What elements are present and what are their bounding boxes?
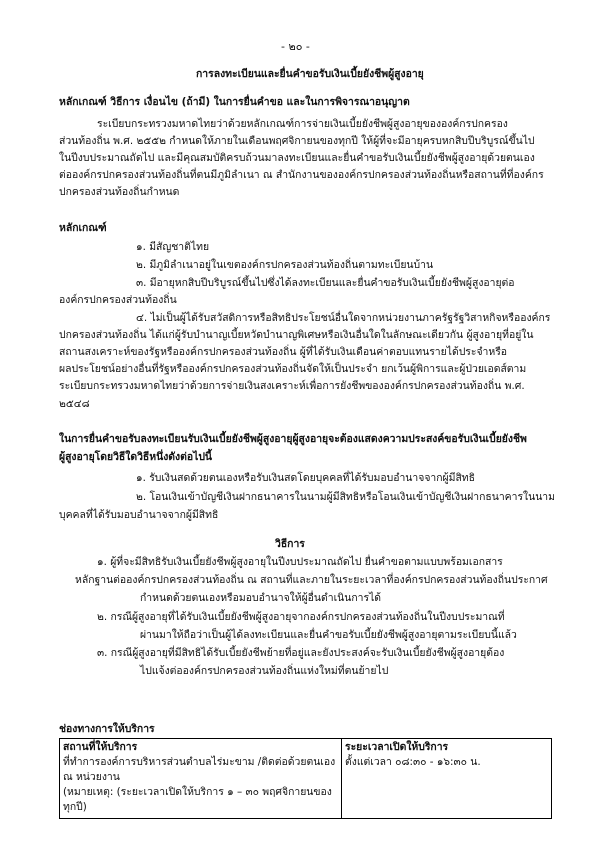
method-item: ๓. กรณีผู้สูงอายุที่มีสิทธิได้รับเบี้ยยังชีพย้ายที่อยู่และยังประสงค์จะรับเงินเบี้ยยังชีพผู้สูงอายุต้อง: [97, 647, 505, 659]
place-line: ณ หน่วยงาน: [63, 771, 120, 783]
intent-option: ๒. โอนเงินเข้าบัญชีเงินฝากธนาคารในนามผู้มีสิทธิหรือโอนเงินเข้าบัญชีเงินฝากธนาคารในนาม: [136, 491, 555, 503]
method-item: กำหนดด้วยตนเองหรือมอบอำนาจให้ผู้อื่นดำเนินการได้: [140, 592, 382, 604]
intent-heading: ผู้สูงอายุโดยวิธีใดวิธีหนึ่งดังต่อไปนี้: [59, 451, 213, 463]
method-item: ผ่านมาให้ถือว่าเป็นผู้ได้ลงทะเบียนและยื่นคำขอรับเบี้ยยังชีพผู้สูงอายุตามระเบียบนี้แล้ว: [140, 629, 517, 641]
method-item: ไปแจ้งต่อองค์กรปกครองส่วนท้องถิ่นแห่งใหม่ที่ตนย้ายไป: [140, 665, 389, 677]
criteria-item: ระเบียบกระทรวงมหาดไทยว่าด้วยการจ่ายเงินสงเคราะห์เพื่อการยังชีพขององค์กรปกครองส่วนท้องถิ่น พ.ศ.: [59, 380, 525, 392]
intent-option: บุคคลที่ได้รับมอบอำนาจจากผู้มีสิทธิ: [59, 509, 219, 521]
channel-heading: ช่องทางการให้บริการ: [59, 723, 155, 735]
time-header: ระยะเวลาเปิดให้บริการ: [345, 741, 449, 753]
place-line: (หมายเหตุ: (ระยะเวลาเปิดให้บริการ ๑ – ๓๐ พฤศจิกายนของ: [63, 786, 332, 798]
criteria-item: ๓. มีอายุหกสิบปีบริบูรณ์ขึ้นไปซึ่งได้ลงทะเบียนและยื่นคำขอรับเงินเบี้ยยังชีพผู้สูงอายุต่อ: [136, 277, 515, 289]
table-row: [60, 739, 552, 819]
criteria-heading: หลักเกณฑ์ วิธีการ เงื่อนไข (ถ้ามี) ในการยื่นคำขอ และในการพิจารณาอนุญาต: [59, 96, 410, 108]
method-item: หลักฐานต่อองค์กรปกครองส่วนท้องถิ่น ณ สถานที่และภายในระยะเวลาที่องค์กรปกครองส่วนท้องถิ่นประกาศ: [75, 574, 548, 586]
place-header: สถานที่ให้บริการ: [63, 741, 138, 753]
criteria-item: ๒๕๔๘: [59, 398, 90, 410]
intent-option: ๑. รับเงินสดด้วยตนเองหรือรับเงินสดโดยบุคคลที่ได้รับมอบอำนาจจากผู้มีสิทธิ: [136, 472, 475, 484]
place-cell: [60, 739, 342, 819]
criteria-item: ๒. มีภูมิลำเนาอยู่ในเขตองค์กรปกครองส่วนท้องถิ่นตามทะเบียนบ้าน: [136, 259, 434, 271]
method-item: ๑. ผู้ที่จะมีสิทธิรับเงินเบี้ยยังชีพผู้สูงอายุในปีงบประมาณถัดไป ยื่นคำขอตามแบบพร้อมเอกสาร: [97, 556, 503, 568]
intro-line: ส่วนท้องถิ่น พ.ศ. ๒๕๕๒ กำหนดให้ภายในเดือนพฤศจิกายนของทุกปี ให้ผู้ที่จะมีอายุครบหกสิบปีบริบูรณ์ขึ้นไป: [59, 135, 535, 147]
criteria-label: หลักเกณฑ์: [59, 222, 107, 234]
criteria-item: องค์กรปกครองส่วนท้องถิ่น: [59, 294, 177, 306]
criteria-item: ๑. มีสัญชาติไทย: [136, 241, 210, 253]
criteria-item: ผลประโยชน์อย่างอื่นที่รัฐหรือองค์กรปกครองส่วนท้องถิ่นจัดให้เป็นประจำ ยกเว้นผู้พิการและผู้ป่วยเอดส์ตาม: [59, 363, 527, 375]
method-item: ๒. กรณีผู้สูงอายุที่ได้รับเงินเบี้ยยังชีพผู้สูงอายุจากองค์กรปกครองส่วนท้องถิ่นในปีงบประมาณที่: [97, 611, 505, 623]
method-heading: วิธีการ: [275, 538, 305, 550]
criteria-item: สถานสงเคราะห์ของรัฐหรือองค์กรปกครองส่วนท้องถิ่น ผู้ที่ได้รับเงินเดือนค่าตอบแทนรายได้ประจำหรือ: [59, 346, 508, 358]
service-channel-table: [59, 738, 552, 819]
intent-heading: ในการยื่นคำขอรับลงทะเบียนรับเงินเบี้ยยังชีพผู้สูงอายุผู้สูงอายุจะต้องแสดงความประสงค์ขอรับเงินเบี้ยยังชีพ: [59, 433, 527, 445]
page-number: - ๒๐ -: [281, 40, 310, 53]
place-line: ทุกปี): [63, 801, 87, 813]
time-cell: [342, 739, 552, 819]
place-line: ที่ทำการองค์การบริหารส่วนตำบลไร่มะขาม /ติดต่อด้วยตนเอง: [63, 756, 336, 768]
criteria-item: ปกครองส่วนท้องถิ่น ได้แก่ผู้รับบำนาญเบี้ยหวัดบำนาญพิเศษหรือเงินอื่นใดในลักษณะเดียวกัน ผู้สูงอายุที่อยู่ใน: [59, 329, 534, 341]
time-line: ตั้งแต่เวลา ๐๘:๓๐ - ๑๖:๓๐ น.: [345, 756, 481, 768]
criteria-item: ๔. ไม่เป็นผู้ได้รับสวัสดิการหรือสิทธิประโยชน์อื่นใดจากหน่วยงานภาครัฐรัฐวิสาหกิจหรือองค์กร: [136, 312, 551, 324]
document-title: การลงทะเบียนและยื่นคำขอรับเงินเบี้ยยังชีพผู้สูงอายุ: [196, 68, 424, 80]
intro-line: ต่อองค์กรปกครองส่วนท้องถิ่นที่ตนมีภูมิลำเนา ณ สำนักงานขององค์กรปกครองส่วนท้องถิ่นหรือสถานที่ที่องค์กร: [59, 169, 544, 181]
intro-line: ในปีงบประมาณถัดไป และมีคุณสมบัติครบถ้วนมาลงทะเบียนและยื่นคำขอรับเงินเบี้ยยังชีพผู้สูงอายุด้วยตนเอง: [59, 152, 535, 164]
intro-line: ระเบียบกระทรวงมหาดไทยว่าด้วยหลักเกณฑ์การจ่ายเงินเบี้ยยังชีพผู้สูงอายุขององค์กรปกครอง: [97, 118, 508, 130]
intro-line: ปกครองส่วนท้องถิ่นกำหนด: [59, 186, 180, 198]
